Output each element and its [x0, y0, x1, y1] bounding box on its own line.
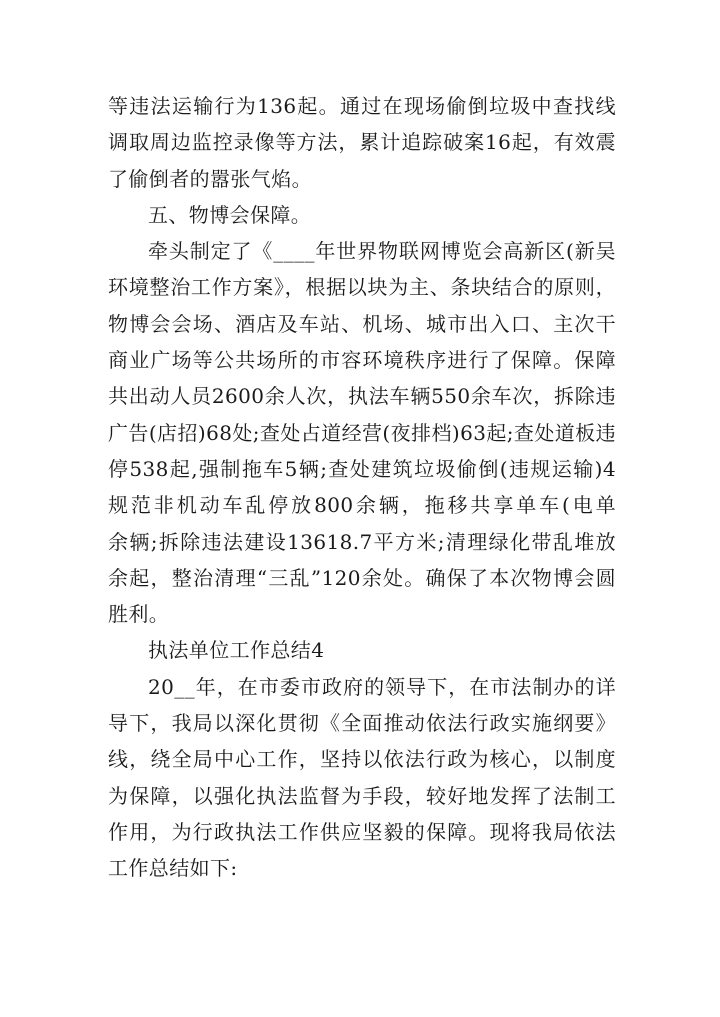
text-line: 调取周边监控录像等方法，累计追踪破案16起，有效震: [108, 130, 616, 155]
text-line: 作用，为行政执法工作供应坚毅的保障。现将我局依法: [108, 819, 616, 844]
text-line: 等违法运输行为136起。通过在现场偷倒垃圾中查找线: [108, 94, 616, 118]
document-body: [108, 88, 616, 887]
text-line: 牵头制定了《____年世界物联网博览会高新区(新吴: [148, 239, 616, 264]
text-line: 线，绕全局中心工作，坚持以依法行政为核心，以制度: [108, 747, 616, 772]
text-line: 余辆;拆除违法建设13618.7平方米;清理绿化带乱堆放: [108, 529, 616, 554]
text-line: 20__年，在市委市政府的领导下，在市法制办的详: [148, 674, 616, 699]
text-line: 物博会会场、酒店及车站、机场、城市出入口、主次干: [108, 311, 616, 336]
text-line: 工作总结如下:: [108, 856, 238, 881]
text-line: 规范非机动车乱停放800余辆，拖移共享单车(电单: [108, 493, 616, 518]
text-line: 导下，我局以深化贯彻《全面推动依法行政实施纲要》: [108, 711, 616, 736]
text-line: 共出动人员2600余人次，执法车辆550余车次，拆除违: [108, 384, 616, 409]
text-line: 执法单位工作总结4: [148, 638, 325, 663]
text-line: 广告(店招)68处;查处占道经营(夜排档)63起;查处道板违: [108, 420, 616, 445]
text-line: 商业广场等公共场所的市容环境秩序进行了保障。保障: [108, 348, 616, 373]
text-line: 胜利。: [108, 602, 170, 627]
text-line: 五、物博会保障。: [148, 202, 312, 227]
text-line: 环境整治工作方案》，根据以块为主、条块结合的原则，: [108, 275, 616, 300]
text-line: 为保障，以强化执法监督为手段，较好地发挥了法制工: [108, 783, 616, 808]
text-line: 停538起,强制拖车5辆;查处建筑垃圾偷倒(违规运输)4: [108, 456, 616, 481]
text-line: 了偷倒者的嚣张气焰。: [108, 166, 312, 191]
text-line: 余起，整治清理“三乱”120余处。确保了本次物博会圆: [108, 565, 616, 590]
